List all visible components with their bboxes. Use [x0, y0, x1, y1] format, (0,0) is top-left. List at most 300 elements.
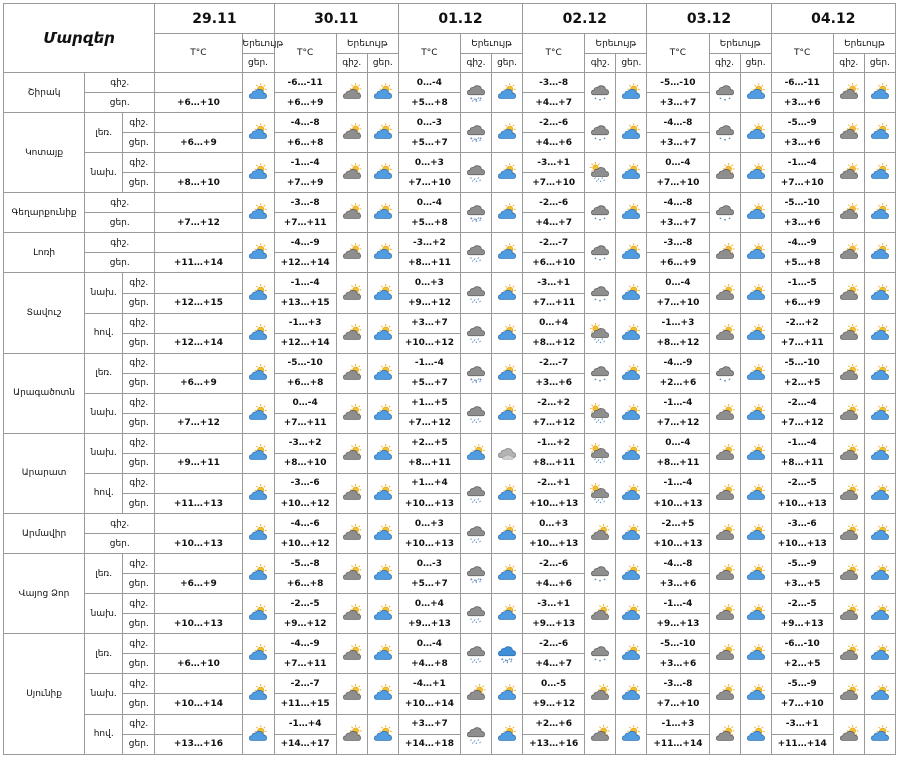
partly-cloudy-icon	[740, 514, 771, 554]
cloud-sun-icon	[714, 444, 736, 463]
temp-cell: +7…+11	[771, 333, 833, 353]
partly-cloudy-icon	[616, 714, 647, 755]
partly-cloudy-icon	[620, 444, 642, 463]
temp-cell: -3…+1	[523, 273, 585, 293]
partly-cloudy-icon	[242, 714, 274, 755]
partly-cloudy-icon	[745, 203, 767, 222]
rain-snow-icon	[460, 113, 491, 153]
partly-cloudy-icon	[492, 514, 523, 554]
partly-cloudy-icon	[367, 594, 398, 634]
night-label: գիշ.	[833, 54, 864, 73]
temp-cell: +13…+16	[155, 734, 242, 754]
cloud-sun-icon	[341, 203, 363, 222]
rain-cloud-icon	[465, 484, 487, 503]
partly-cloudy-icon	[247, 203, 269, 222]
temp-cell: +2…+5	[771, 373, 833, 393]
rain-sun-icon	[585, 473, 616, 513]
temp-cell: +10…+13	[647, 534, 709, 554]
partly-cloudy-icon	[864, 554, 895, 594]
partly-cloudy-icon	[242, 313, 274, 353]
cloud-sun-icon	[838, 484, 860, 503]
cloud-sun-icon	[709, 554, 740, 594]
day-label: ցեր.	[740, 54, 771, 73]
cloud-sun-icon	[341, 604, 363, 623]
rain-cloud-icon	[460, 153, 491, 193]
temp-cell: +13…+15	[274, 293, 336, 313]
cloud-sun-icon	[709, 514, 740, 554]
temp-cell: +10…+13	[647, 493, 709, 513]
partly-cloudy-icon	[869, 604, 891, 623]
partly-cloudy-icon	[616, 273, 647, 313]
cloud-sun-icon	[714, 684, 736, 703]
temp-cell: +9…+11	[155, 453, 242, 473]
partly-cloudy-icon	[460, 433, 491, 473]
table-row	[4, 514, 896, 534]
temp-cell	[155, 473, 242, 493]
partly-cloudy-icon	[745, 284, 767, 303]
temp-cell: +11…+13	[155, 493, 242, 513]
temp-cell: +7…+12	[155, 413, 242, 433]
temp-cell: -3…+1	[523, 594, 585, 614]
partly-cloudy-icon	[247, 404, 269, 423]
temp-cell: +3…+7	[647, 133, 709, 153]
partly-cloudy-icon	[864, 634, 895, 674]
temp-cell: -4…-8	[274, 113, 336, 133]
rain-cloud-icon	[460, 634, 491, 674]
temp-cell: +10…+13	[771, 534, 833, 554]
partly-cloudy-icon	[745, 364, 767, 383]
temp-cell: +4…+7	[523, 654, 585, 674]
table-row	[4, 193, 896, 213]
snow-cloud-icon	[585, 554, 616, 594]
temp-cell	[155, 674, 242, 694]
partly-cloudy-icon	[745, 83, 767, 102]
table-row	[4, 313, 896, 333]
rain-sun-icon	[585, 153, 616, 193]
cloudy-icon	[492, 433, 523, 473]
partly-cloudy-icon	[740, 473, 771, 513]
temp-cell: -4…+1	[398, 674, 460, 694]
cloud-sun-icon	[336, 714, 367, 755]
cloud-sun-icon	[838, 524, 860, 543]
partly-cloudy-icon	[869, 644, 891, 663]
partly-cloudy-icon	[740, 233, 771, 273]
partly-cloudy-icon	[242, 594, 274, 634]
partly-cloudy-icon	[492, 233, 523, 273]
partly-cloudy-icon	[492, 113, 523, 153]
temp-cell: +6…+9	[155, 373, 242, 393]
rain-cloud-icon	[465, 163, 487, 182]
snow-cloud-icon	[585, 634, 616, 674]
zone-name: լեռ.	[85, 554, 123, 594]
partly-cloudy-icon	[496, 564, 518, 583]
temp-cell: +7…+10	[523, 173, 585, 193]
temp-cell: +7…+12	[771, 413, 833, 433]
rain-cloud-icon	[465, 243, 487, 262]
temp-cell: -1…+3	[647, 714, 709, 734]
temp-cell: +4…+7	[523, 213, 585, 233]
partly-cloudy-icon	[367, 393, 398, 433]
temp-cell: +7…+10	[647, 293, 709, 313]
temp-cell: -5…-8	[274, 554, 336, 574]
cloud-sun-icon	[714, 524, 736, 543]
temp-cell: +8…+10	[155, 173, 242, 193]
partly-cloudy-icon	[740, 714, 771, 755]
partly-cloudy-icon	[740, 393, 771, 433]
partly-cloudy-icon	[242, 393, 274, 433]
temp-cell	[155, 433, 242, 453]
cloud-sun-icon	[585, 674, 616, 714]
partly-cloudy-icon	[496, 404, 518, 423]
cloud-sun-icon	[709, 233, 740, 273]
partly-cloudy-icon	[620, 163, 642, 182]
night-label: գիշ.	[123, 113, 155, 133]
temp-cell	[155, 193, 242, 213]
zone-name: լեռ.	[85, 634, 123, 674]
cloud-sun-icon	[838, 444, 860, 463]
partly-cloudy-icon	[869, 284, 891, 303]
temp-cell: +14…+17	[274, 734, 336, 754]
rain-sun-icon	[585, 433, 616, 473]
partly-cloudy-icon	[616, 353, 647, 393]
partly-cloudy-icon	[372, 564, 394, 583]
day-label: ցեր.	[123, 373, 155, 393]
cloud-sun-icon	[833, 353, 864, 393]
region-name: Լոռի	[4, 233, 85, 273]
temp-cell	[155, 273, 242, 293]
temp-cell: +8…+11	[647, 453, 709, 473]
temp-cell	[155, 714, 242, 734]
cloud-sun-icon	[336, 73, 367, 113]
rain-sun-icon	[589, 484, 611, 503]
partly-cloudy-icon	[247, 123, 269, 142]
partly-cloudy-icon	[864, 313, 895, 353]
temp-cell: +6…+9	[274, 93, 336, 113]
partly-cloudy-icon	[620, 203, 642, 222]
temp-cell: -2…-6	[523, 554, 585, 574]
rain-cloud-icon	[460, 393, 491, 433]
temp-cell: +7…+10	[398, 173, 460, 193]
day-label: ցեր.	[123, 453, 155, 473]
temp-cell: +3…+7	[647, 93, 709, 113]
cloud-sun-icon	[833, 393, 864, 433]
temp-cell: +2…+6	[523, 714, 585, 734]
region-name: Սյունիք	[4, 634, 85, 755]
partly-cloudy-icon	[242, 433, 274, 473]
weather-header: Երեւույթ	[336, 34, 398, 54]
sleet-icon	[496, 644, 518, 663]
temp-cell: +10…+14	[398, 694, 460, 714]
cloud-sun-icon	[838, 364, 860, 383]
table-row	[4, 674, 896, 694]
rain-sun-icon	[589, 163, 611, 182]
partly-cloudy-icon	[620, 604, 642, 623]
temp-cell: +2…+5	[771, 654, 833, 674]
temp-cell: +9…+13	[647, 614, 709, 634]
temp-cell: +5…+7	[398, 574, 460, 594]
partly-cloudy-icon	[864, 113, 895, 153]
partly-cloudy-icon	[247, 644, 269, 663]
sleet-icon	[492, 634, 523, 674]
temp-cell: -4…-9	[274, 233, 336, 253]
partly-cloudy-icon	[492, 313, 523, 353]
rain-cloud-icon	[465, 725, 487, 744]
partly-cloudy-icon	[496, 524, 518, 543]
temp-cell: -2…-7	[274, 674, 336, 694]
partly-cloudy-icon	[869, 83, 891, 102]
weather-header: Երեւույթ	[709, 34, 771, 54]
night-label: գիշ.	[85, 233, 155, 253]
partly-cloudy-icon	[869, 324, 891, 343]
cloud-sun-icon	[585, 594, 616, 634]
partly-cloudy-icon	[372, 684, 394, 703]
cloud-sun-icon	[838, 404, 860, 423]
cloud-sun-icon	[341, 123, 363, 142]
rain-cloud-icon	[460, 473, 491, 513]
cloud-sun-icon	[589, 684, 611, 703]
cloud-sun-icon	[336, 594, 367, 634]
rain-cloud-icon	[460, 514, 491, 554]
partly-cloudy-icon	[740, 313, 771, 353]
partly-cloudy-icon	[620, 123, 642, 142]
temp-cell: +2…+6	[647, 373, 709, 393]
temp-cell: -1…-4	[274, 273, 336, 293]
temp-cell: +8…+12	[647, 333, 709, 353]
partly-cloudy-icon	[367, 153, 398, 193]
cloud-sun-icon	[336, 153, 367, 193]
temp-cell: -6…-11	[771, 73, 833, 93]
temp-cell: -1…-4	[647, 594, 709, 614]
temp-cell: -6…-10	[771, 634, 833, 654]
cloud-sun-icon	[336, 273, 367, 313]
cloud-sun-icon	[709, 714, 740, 755]
rain-snow-icon	[465, 123, 487, 142]
cloudy-icon	[496, 444, 518, 463]
snow-cloud-icon	[714, 364, 736, 383]
partly-cloudy-icon	[496, 83, 518, 102]
night-label: գիշ.	[460, 54, 491, 73]
temp-cell: +7…+10	[771, 694, 833, 714]
partly-cloudy-icon	[740, 273, 771, 313]
cloud-sun-icon	[833, 514, 864, 554]
rain-cloud-icon	[465, 604, 487, 623]
cloud-sun-icon	[336, 113, 367, 153]
rain-sun-icon	[589, 444, 611, 463]
date-header: 03.12	[647, 4, 771, 34]
snow-cloud-icon	[714, 83, 736, 102]
rain-snow-icon	[460, 193, 491, 233]
cloud-sun-icon	[336, 353, 367, 393]
temp-cell: +10…+13	[155, 534, 242, 554]
temp-cell: +10…+12	[274, 493, 336, 513]
partly-cloudy-icon	[745, 444, 767, 463]
rain-cloud-icon	[465, 324, 487, 343]
temp-cell: +7…+11	[274, 654, 336, 674]
zone-name: նախ.	[85, 594, 123, 634]
partly-cloudy-icon	[616, 113, 647, 153]
snow-cloud-icon	[589, 564, 611, 583]
partly-cloudy-icon	[869, 404, 891, 423]
table-row	[4, 554, 896, 574]
temp-cell: +6…+10	[523, 253, 585, 273]
partly-cloudy-icon	[372, 364, 394, 383]
zone-name: նախ.	[85, 153, 123, 193]
partly-cloudy-icon	[496, 364, 518, 383]
partly-cloudy-icon	[367, 514, 398, 554]
temp-cell: +6…+8	[274, 133, 336, 153]
snow-cloud-icon	[585, 273, 616, 313]
cloud-sun-icon	[833, 674, 864, 714]
partly-cloudy-icon	[465, 444, 487, 463]
zone-name: նախ.	[85, 273, 123, 313]
partly-cloudy-icon	[745, 604, 767, 623]
rain-cloud-icon	[460, 594, 491, 634]
temp-cell: +3…+7	[398, 313, 460, 333]
partly-cloudy-icon	[620, 83, 642, 102]
partly-cloudy-icon	[740, 674, 771, 714]
snow-cloud-icon	[589, 243, 611, 262]
temp-cell: -5…-10	[771, 193, 833, 213]
partly-cloudy-icon	[740, 353, 771, 393]
temp-cell: 0…+3	[523, 514, 585, 534]
partly-cloudy-icon	[869, 484, 891, 503]
partly-cloudy-icon	[869, 364, 891, 383]
cloud-sun-icon	[709, 393, 740, 433]
day-label: ցեր.	[85, 213, 155, 233]
partly-cloudy-icon	[492, 273, 523, 313]
temp-cell: +9…+13	[771, 614, 833, 634]
partly-cloudy-icon	[372, 644, 394, 663]
cloud-sun-icon	[709, 634, 740, 674]
partly-cloudy-icon	[372, 404, 394, 423]
cloud-sun-icon	[714, 324, 736, 343]
cloud-sun-icon	[838, 203, 860, 222]
cloud-sun-icon	[838, 284, 860, 303]
temp-header: T°C	[155, 34, 242, 73]
temp-cell	[155, 634, 242, 654]
temp-cell: +3…+7	[647, 213, 709, 233]
temp-cell: +3…+6	[523, 373, 585, 393]
temp-cell: -1…-4	[771, 433, 833, 453]
partly-cloudy-icon	[242, 273, 274, 313]
table-row	[4, 233, 896, 253]
night-label: գիշ.	[85, 193, 155, 213]
partly-cloudy-icon	[616, 393, 647, 433]
temp-cell: -4…-9	[771, 233, 833, 253]
temp-cell: 0…+4	[398, 594, 460, 614]
cloud-sun-icon	[341, 644, 363, 663]
weather-header: Երեւույթ	[460, 34, 522, 54]
partly-cloudy-icon	[620, 324, 642, 343]
temp-cell: +11…+14	[647, 734, 709, 754]
region-name: Տավուշ	[4, 273, 85, 353]
temp-cell: +9…+12	[274, 614, 336, 634]
partly-cloudy-icon	[864, 233, 895, 273]
day-label: ցեր.	[123, 133, 155, 153]
temp-cell: -2…-6	[523, 193, 585, 213]
temp-cell: +12…+14	[274, 333, 336, 353]
temp-cell: +9…+12	[398, 293, 460, 313]
temp-cell: 0…-4	[398, 73, 460, 93]
temp-cell: +9…+13	[398, 614, 460, 634]
partly-cloudy-icon	[372, 83, 394, 102]
night-label: գիշ.	[336, 54, 367, 73]
temp-cell: +4…+6	[523, 574, 585, 594]
temp-cell: +14…+18	[398, 734, 460, 754]
snow-cloud-icon	[585, 193, 616, 233]
cloud-sun-icon	[838, 243, 860, 262]
cloud-sun-icon	[833, 193, 864, 233]
partly-cloudy-icon	[869, 725, 891, 744]
cloud-sun-icon	[714, 725, 736, 744]
cloud-sun-icon	[833, 634, 864, 674]
zone-name: նախ.	[85, 433, 123, 473]
temp-cell: +8…+10	[274, 453, 336, 473]
cloud-sun-icon	[833, 113, 864, 153]
temp-cell: +4…+7	[523, 93, 585, 113]
partly-cloudy-icon	[616, 193, 647, 233]
partly-cloudy-icon	[247, 725, 269, 744]
cloud-sun-icon	[336, 554, 367, 594]
cloud-sun-icon	[714, 284, 736, 303]
temp-cell: +7…+10	[647, 694, 709, 714]
temp-cell: +10…+13	[398, 493, 460, 513]
partly-cloudy-icon	[247, 324, 269, 343]
partly-cloudy-icon	[616, 153, 647, 193]
partly-cloudy-icon	[620, 243, 642, 262]
partly-cloudy-icon	[247, 604, 269, 623]
snow-cloud-icon	[589, 644, 611, 663]
partly-cloudy-icon	[372, 725, 394, 744]
partly-cloudy-icon	[745, 725, 767, 744]
rain-cloud-icon	[460, 273, 491, 313]
temp-cell: -3…+2	[274, 433, 336, 453]
temp-cell: +4…+8	[398, 654, 460, 674]
temp-cell: +8…+11	[523, 453, 585, 473]
cloud-sun-icon	[833, 714, 864, 755]
cloud-sun-icon	[336, 674, 367, 714]
region-name: Վայոց Ձոր	[4, 554, 85, 634]
zone-name: հով.	[85, 714, 123, 755]
temp-header: T°C	[274, 34, 336, 73]
snow-cloud-icon	[589, 83, 611, 102]
cloud-sun-icon	[341, 725, 363, 744]
temp-cell: -3…+1	[771, 714, 833, 734]
temp-cell: 0…+3	[398, 153, 460, 173]
day-label: ցեր.	[123, 574, 155, 594]
partly-cloudy-icon	[247, 364, 269, 383]
rain-snow-icon	[465, 564, 487, 583]
partly-cloudy-icon	[367, 273, 398, 313]
partly-cloudy-icon	[745, 243, 767, 262]
temp-cell: +5…+8	[771, 253, 833, 273]
partly-cloudy-icon	[367, 674, 398, 714]
partly-cloudy-icon	[492, 73, 523, 113]
night-label: գիշ.	[123, 554, 155, 574]
partly-cloudy-icon	[864, 514, 895, 554]
temp-cell: +3…+6	[771, 213, 833, 233]
partly-cloudy-icon	[740, 433, 771, 473]
temp-cell: 0…+4	[523, 313, 585, 333]
rain-cloud-icon	[460, 714, 491, 755]
temp-cell: +3…+6	[771, 93, 833, 113]
partly-cloudy-icon	[367, 554, 398, 594]
partly-cloudy-icon	[496, 163, 518, 182]
night-label: գիշ.	[85, 73, 155, 93]
partly-cloudy-icon	[864, 714, 895, 755]
partly-cloudy-icon	[620, 284, 642, 303]
temp-cell	[155, 153, 242, 173]
